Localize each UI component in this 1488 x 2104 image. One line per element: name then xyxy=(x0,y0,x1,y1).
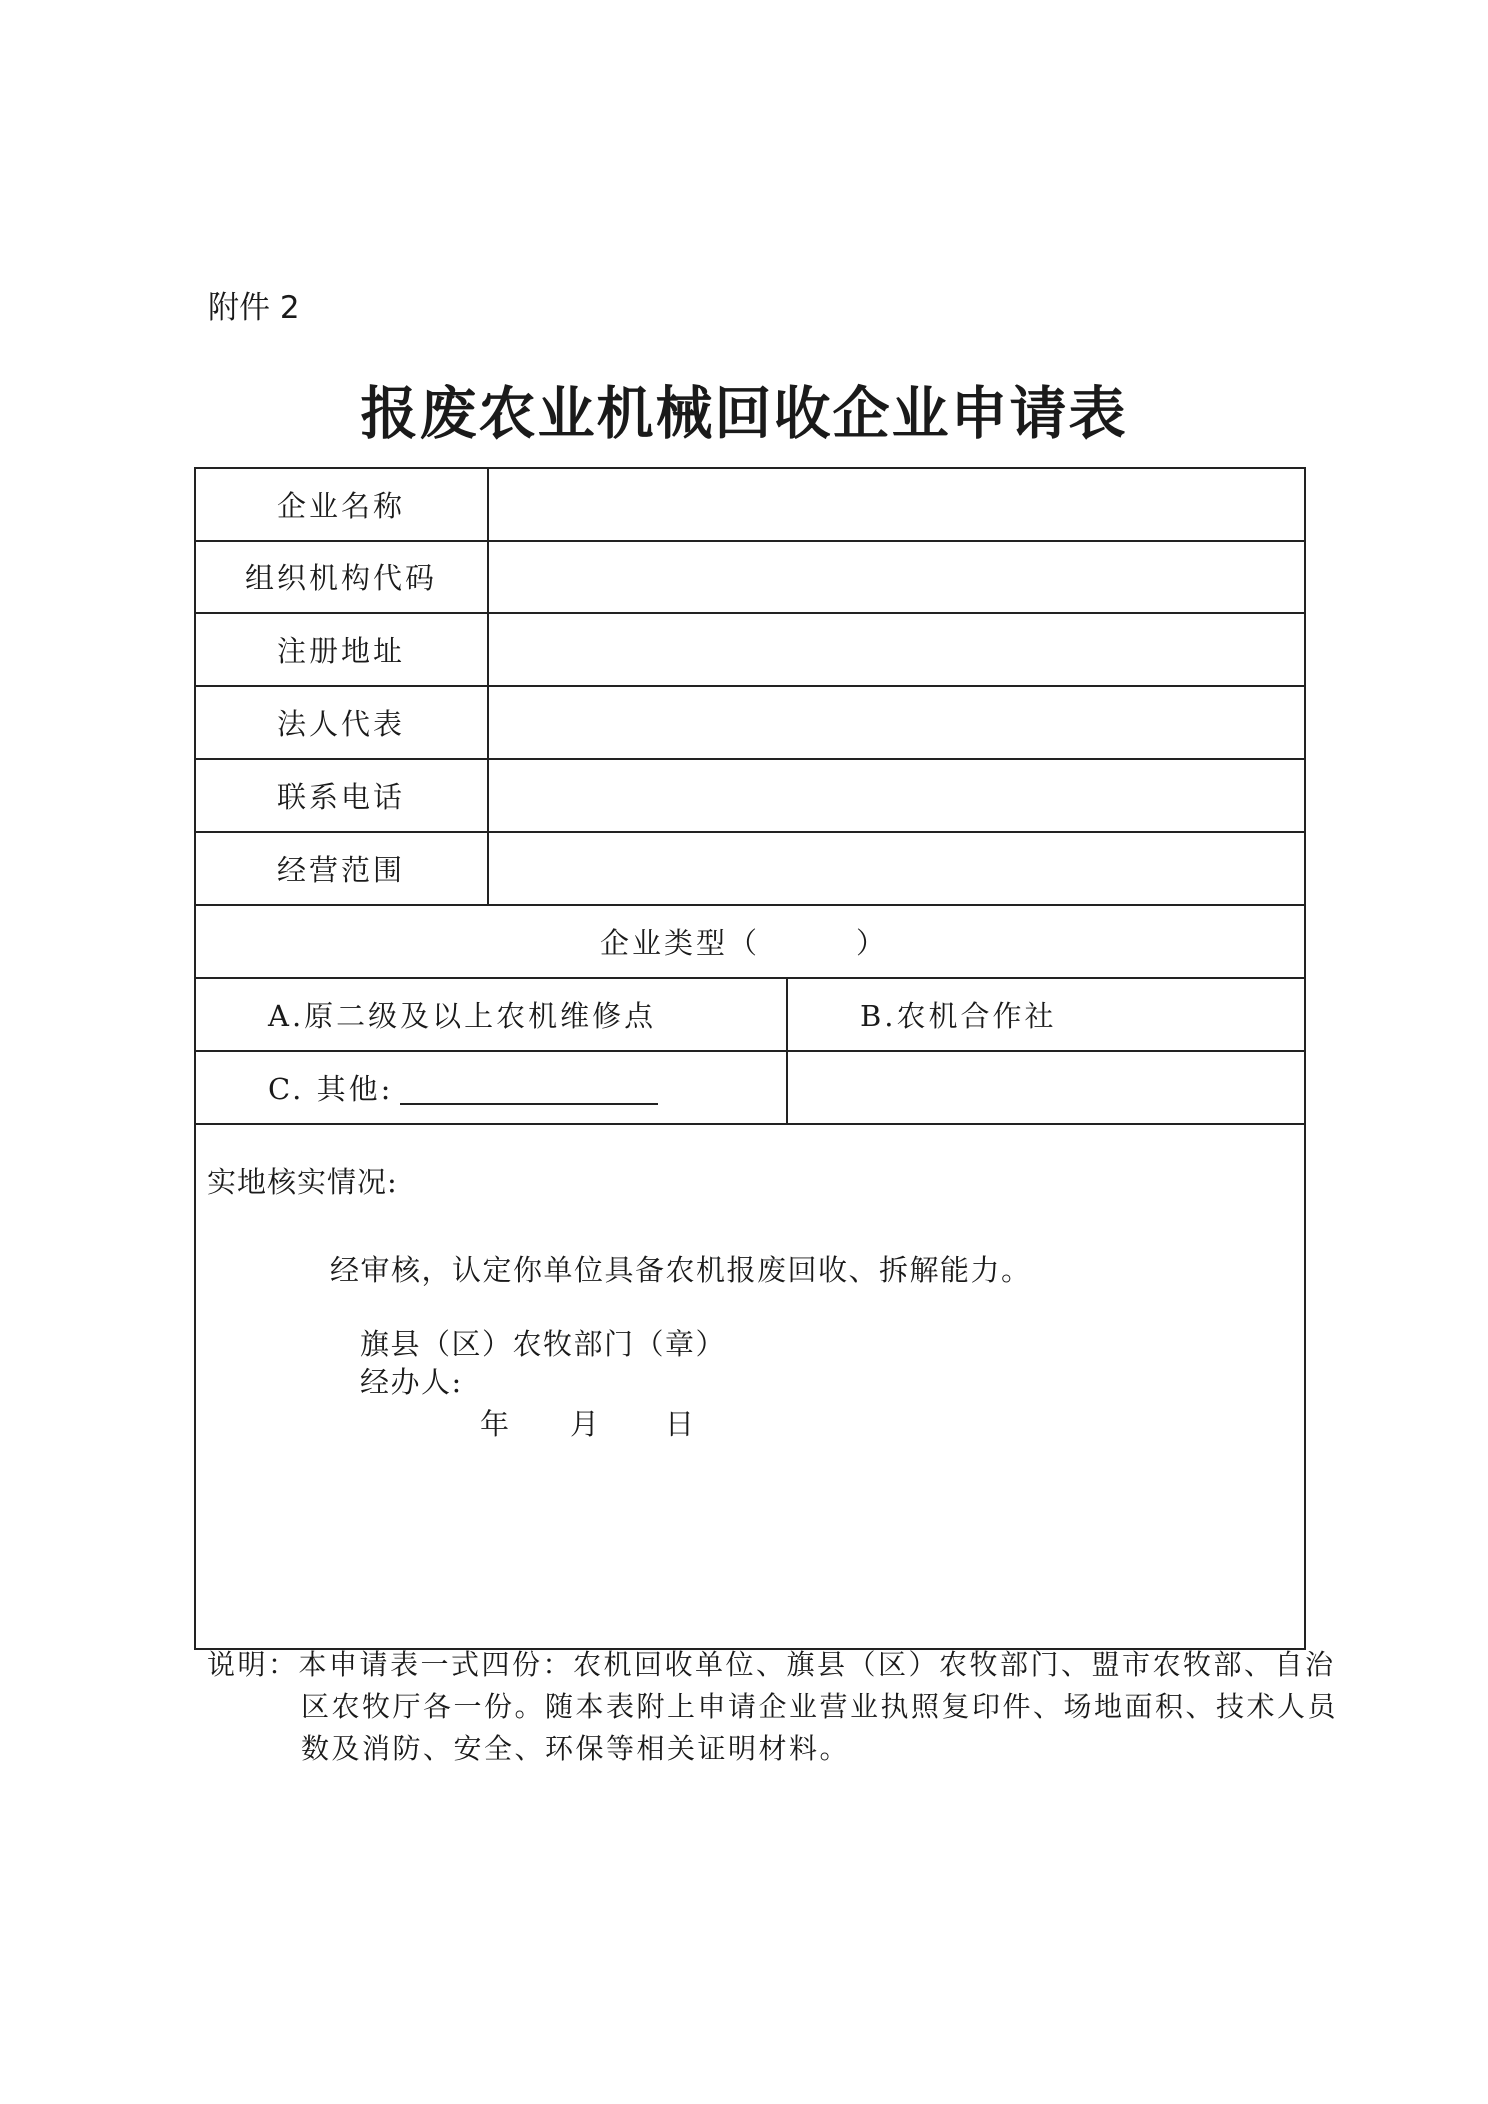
type-column-divider xyxy=(786,977,788,1125)
verification-date-month: 月 xyxy=(570,1407,603,1441)
row-divider xyxy=(194,685,1306,687)
field-label-company-name: 企业名称 xyxy=(276,489,405,523)
form-title: 报废农业机械回收企业申请表 xyxy=(360,381,1128,447)
row-divider xyxy=(194,1050,1306,1052)
enterprise-type-label: 企业类型（ ） xyxy=(600,926,889,960)
notes-line-3: 数及消防、安全、环保等相关证明材料。 xyxy=(301,1732,851,1765)
field-value-registered-address[interactable] xyxy=(500,629,1290,669)
verification-department: 旗县（区）农牧部门（章） xyxy=(360,1327,727,1361)
row-divider xyxy=(194,977,1306,979)
row-divider xyxy=(194,758,1306,760)
enterprise-type-option-c: C. 其他: xyxy=(268,1072,394,1106)
field-label-registered-address: 注册地址 xyxy=(276,634,405,668)
field-value-legal-representative[interactable] xyxy=(500,702,1290,742)
field-value-phone[interactable] xyxy=(500,775,1290,815)
field-value-org-code[interactable] xyxy=(500,556,1290,596)
verification-date-day: 日 xyxy=(665,1407,698,1441)
attachment-label: 附件 2 xyxy=(208,290,300,326)
table-border-right xyxy=(1304,467,1306,1650)
verification-statement: 经审核，认定你单位具备农机报废回收、拆解能力。 xyxy=(330,1253,1032,1287)
row-divider xyxy=(194,904,1306,906)
verification-heading: 实地核实情况: xyxy=(207,1165,398,1199)
field-value-business-scope[interactable] xyxy=(500,848,1290,888)
field-label-phone: 联系电话 xyxy=(276,780,405,814)
enterprise-type-option-b: B.农机合作社 xyxy=(860,999,1057,1033)
field-label-org-code: 组织机构代码 xyxy=(244,561,437,595)
enterprise-type-option-a: A.原二级及以上农机维修点 xyxy=(268,999,657,1033)
row-divider xyxy=(194,1123,1306,1125)
verification-date-year: 年 xyxy=(480,1407,513,1441)
row-divider xyxy=(194,612,1306,614)
other-type-blank-line[interactable] xyxy=(400,1103,658,1105)
table-border-top xyxy=(194,467,1306,469)
field-value-company-name[interactable] xyxy=(500,484,1290,524)
verification-handler: 经办人: xyxy=(360,1365,463,1399)
row-divider xyxy=(194,540,1306,542)
row-divider xyxy=(194,831,1306,833)
field-label-legal-representative: 法人代表 xyxy=(276,707,405,741)
label-column-divider xyxy=(487,467,489,906)
notes-line-2: 区农牧厅各一份。随本表附上申请企业营业执照复印件、场地面积、技术人员 xyxy=(301,1690,1339,1723)
field-label-business-scope: 经营范围 xyxy=(276,853,405,887)
notes-line-1: 说明：本申请表一式四份：农机回收单位、旗县（区）农牧部门、盟市农牧部、自治 xyxy=(207,1648,1336,1681)
